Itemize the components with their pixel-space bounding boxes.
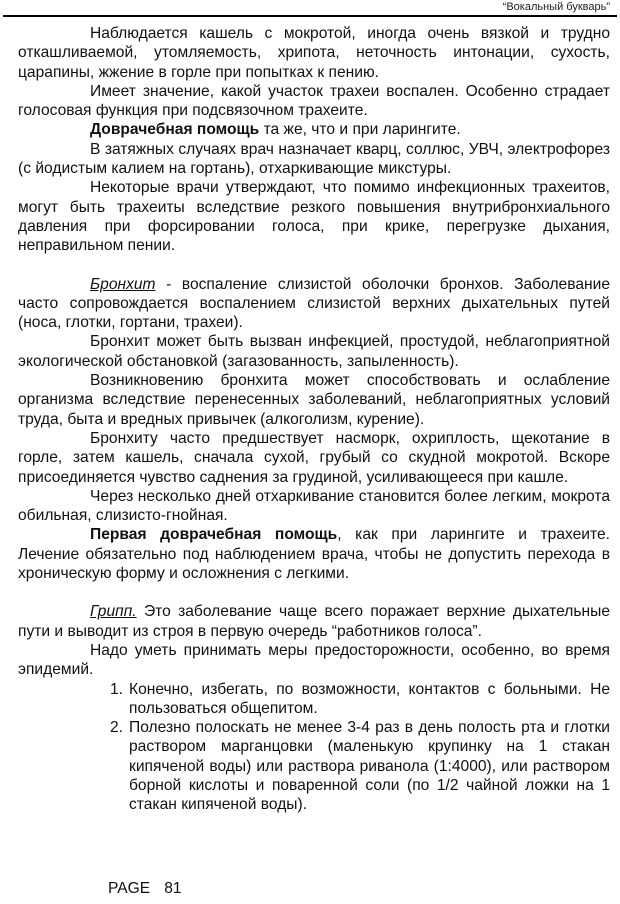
paragraph: Некоторые врачи утверждают, что помимо инфекционных трахеитов, могут быть трахеиты вследствие резкого повышения внутрибронхиального давления при форсировании голоса, при крике, перегрузке дыхания, неправильном пении. — [18, 179, 610, 255]
page-label: PAGE — [108, 880, 151, 897]
paragraph — [18, 525, 610, 583]
paragraph: Наблюдается кашель с мокротой, иногда очень вязкой и трудно откашливаемой, утомляемость, хрипота, неточность интонации, сухость, царапины, жжение в горле при попытках к пению. — [18, 25, 610, 81]
paragraph: Имеет значение, какой участок трахеи воспален. Особенно страдает голосовая функция при подсвязочном трахеите. — [18, 82, 610, 120]
paragraph-text: - воспаление слизистой оболочки бронхов. Заболевание часто сопровождается воспалением слизистой верхних дыхательных путей (носа, глотки, гортани, трахеи). — [18, 275, 610, 332]
section-term-bronchitis: Бронхит — [90, 275, 156, 293]
page-footer — [108, 880, 196, 898]
list-number: 1. — [110, 680, 124, 698]
paragraph: В затяжных случаях врач назначает кварц, соллюс, УВЧ, электрофорез (с йодистым калием на гортань), отхаркивающие микстуры. — [18, 140, 610, 178]
paragraph-text: , как при ларингите и трахеите. Лечение обязательно под наблюдением врача, чтобы не допустить перехода в хроническую форму и осложнения с легкими. — [18, 526, 610, 583]
paragraph-text: та же, что и при ларингите. — [259, 121, 461, 139]
page-number: 81 — [164, 880, 182, 897]
paragraph: Надо уметь принимать меры предосторожности, особенно, во время эпидемий. — [18, 641, 610, 679]
bold-term: Первая доврачебная помощь — [90, 526, 338, 544]
paragraph: Возникновению бронхита может способствовать и ослабление организма вследствие перенесенных заболеваний, неблагоприятных условий труда, быта и вредных привычек (алкоголизм, курение). — [18, 372, 610, 428]
section-gap — [18, 256, 610, 275]
numbered-list — [18, 680, 610, 815]
list-item — [18, 718, 610, 814]
list-item-text: Полезно полоскать не менее 3-4 раз в день полость рта и глотки раствором марганцовки (маленькую крупинку на 1 стакан кипяченой воды) или раствора риванола (1:4000), или раствором борной кислоты и поваренной соли (по 1/2 чайной ложки на 1 стакан кипяченой воды). — [129, 719, 610, 814]
paragraph — [18, 120, 610, 139]
section-term-flu: Грипп. — [90, 603, 137, 621]
bold-term: Доврачебная помощь — [90, 121, 260, 139]
page-body — [18, 24, 610, 815]
list-number: 2. — [110, 719, 124, 737]
paragraph — [18, 602, 610, 641]
list-item — [18, 680, 610, 719]
paragraph: Бронхиту часто предшествует насморк, охриплость, щекотание в горле, затем кашель, сначала сухой, грубый со скудной мокротой. Вскоре присоединяется чувство саднения за грудиной, усиливающееся при кашле. — [18, 429, 610, 486]
paragraph: Через несколько дней отхаркивание становится более легким, мокрота обильная, слизисто-гнойная. — [18, 487, 610, 525]
paragraph-text: Это заболевание чаще всего поражает верхние дыхательные пути и выводит из строя в первую очередь “работников голоса”. — [18, 603, 610, 640]
running-header: “Вокальный букварь” — [502, 1, 610, 13]
section-gap — [18, 583, 610, 602]
paragraph: Бронхит может быть вызван инфекцией, простудой, неблагоприятной экологической обстановкой (загазованность, запыленность). — [18, 333, 610, 370]
header-rule — [3, 15, 617, 17]
paragraph — [18, 275, 610, 333]
list-item-text: Конечно, избегать, по возможности, контактов с больными. Не пользоваться общепитом. — [129, 680, 610, 717]
